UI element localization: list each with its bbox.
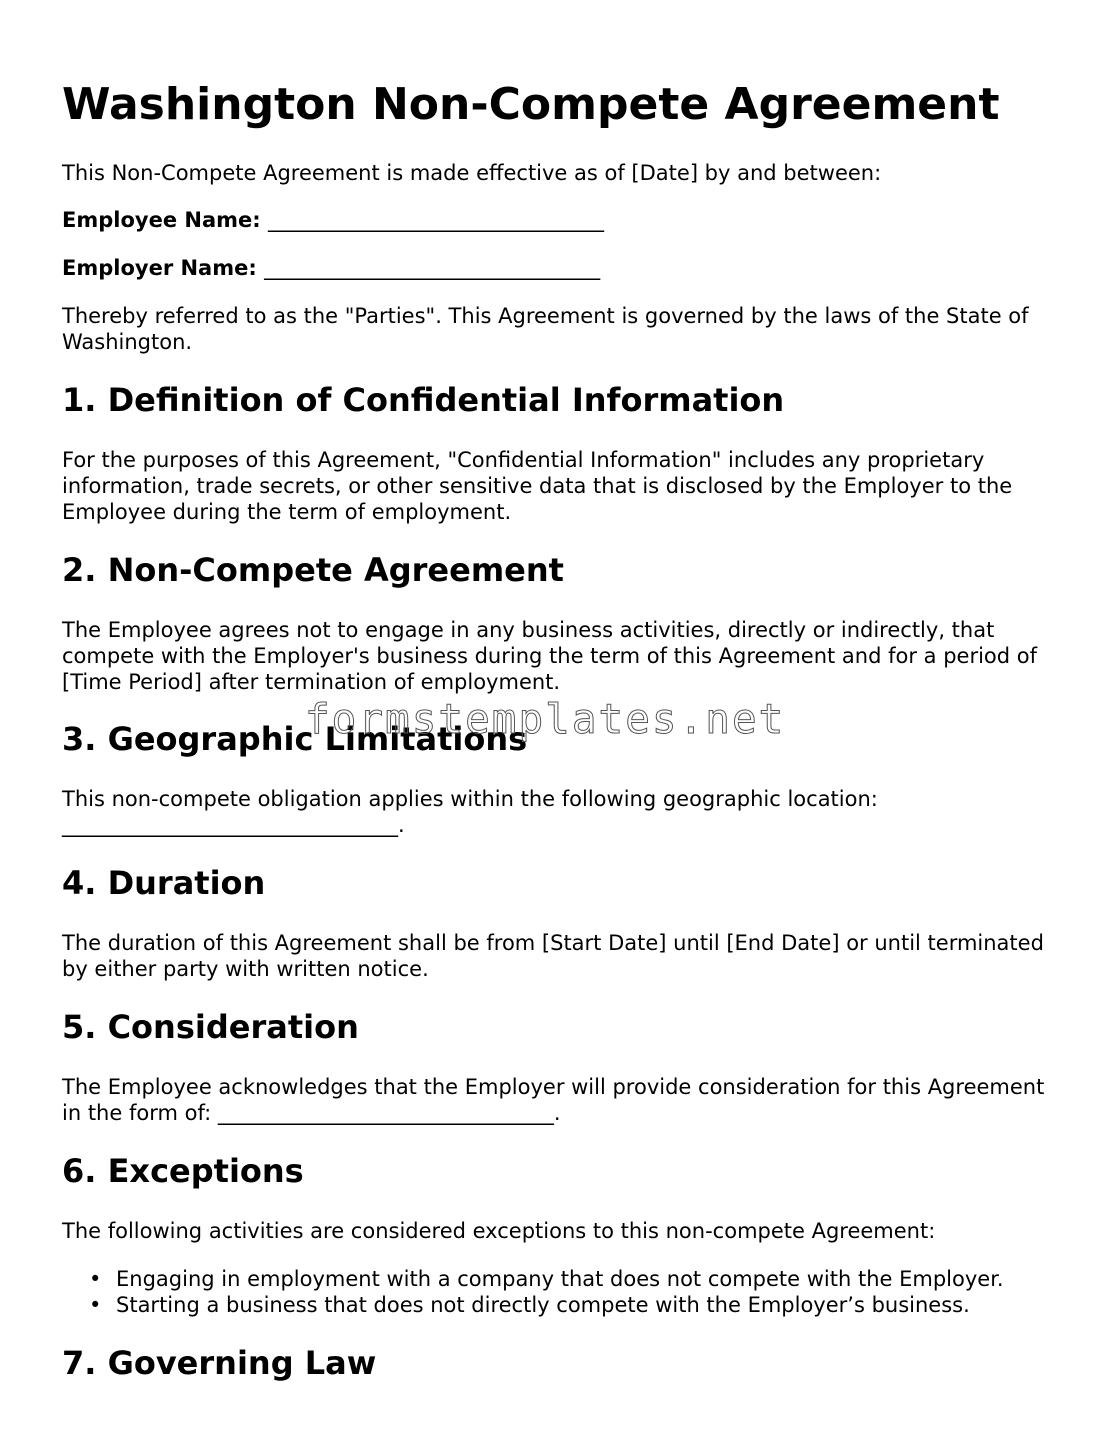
section-3-body: This non-compete obligation applies within the following geographic location: ________________________________. xyxy=(62,787,878,837)
employee-name-label: Employee Name: xyxy=(62,208,261,232)
section-1-body: For the purposes of this Agreement, "Confidential Information" includes any proprietary information, trade secrets, or other sensitive data that is disclosed by the Employer to the Employee during the term of employment. xyxy=(62,448,1013,524)
section-4-body: The duration of this Agreement shall be from [Start Date] until [End Date] or until terminated by either party with written notice. xyxy=(62,931,1044,981)
bullet-icon: • xyxy=(89,1267,102,1291)
watermark: formstemplates.net xyxy=(305,695,786,743)
exceptions-list xyxy=(62,1266,1052,1318)
employee-name-field xyxy=(62,207,1052,233)
employer-name-blank: ________________________________ xyxy=(264,256,601,280)
section-1-heading: 1. Definition of Confidential Information xyxy=(62,381,785,419)
section-5-body: The Employee acknowledges that the Employer will provide consideration for this Agreement in the form of: ________________________________. xyxy=(62,1075,1045,1125)
intro-paragraph: This Non-Compete Agreement is made effective as of [Date] by and between: xyxy=(62,161,882,185)
parties-paragraph: Thereby referred to as the "Parties". This Agreement is governed by the laws of the State of Washington. xyxy=(62,304,1029,354)
list-item xyxy=(89,1266,1052,1292)
list-item xyxy=(89,1292,1052,1318)
section-6-heading: 6. Exceptions xyxy=(62,1152,304,1190)
list-item-text: Starting a business that does not directly compete with the Employer’s business. xyxy=(116,1293,970,1317)
section-7-heading: 7. Governing Law xyxy=(62,1344,377,1382)
employer-name-label: Employer Name: xyxy=(62,256,257,280)
bullet-icon: • xyxy=(89,1293,102,1317)
employer-name-field xyxy=(62,255,1052,281)
document-title: Washington Non-Compete Agreement xyxy=(62,79,1000,130)
section-4-heading: 4. Duration xyxy=(62,864,266,902)
section-2-body: The Employee agrees not to engage in any business activities, directly or indirectly, that compete with the Employer's business during the term of this Agreement and for a period of [Time Period] after termination of employment. xyxy=(62,618,1038,694)
section-6-body: The following activities are considered exceptions to this non-compete Agreement: xyxy=(62,1219,936,1243)
section-3-heading: 3. Geographic Limitations xyxy=(62,720,528,758)
list-item-text: Engaging in employment with a company that does not compete with the Employer. xyxy=(116,1267,1004,1291)
section-5-heading: 5. Consideration xyxy=(62,1008,359,1046)
section-2-heading: 2. Non-Compete Agreement xyxy=(62,551,564,589)
employee-name-blank: ________________________________ xyxy=(267,208,604,232)
